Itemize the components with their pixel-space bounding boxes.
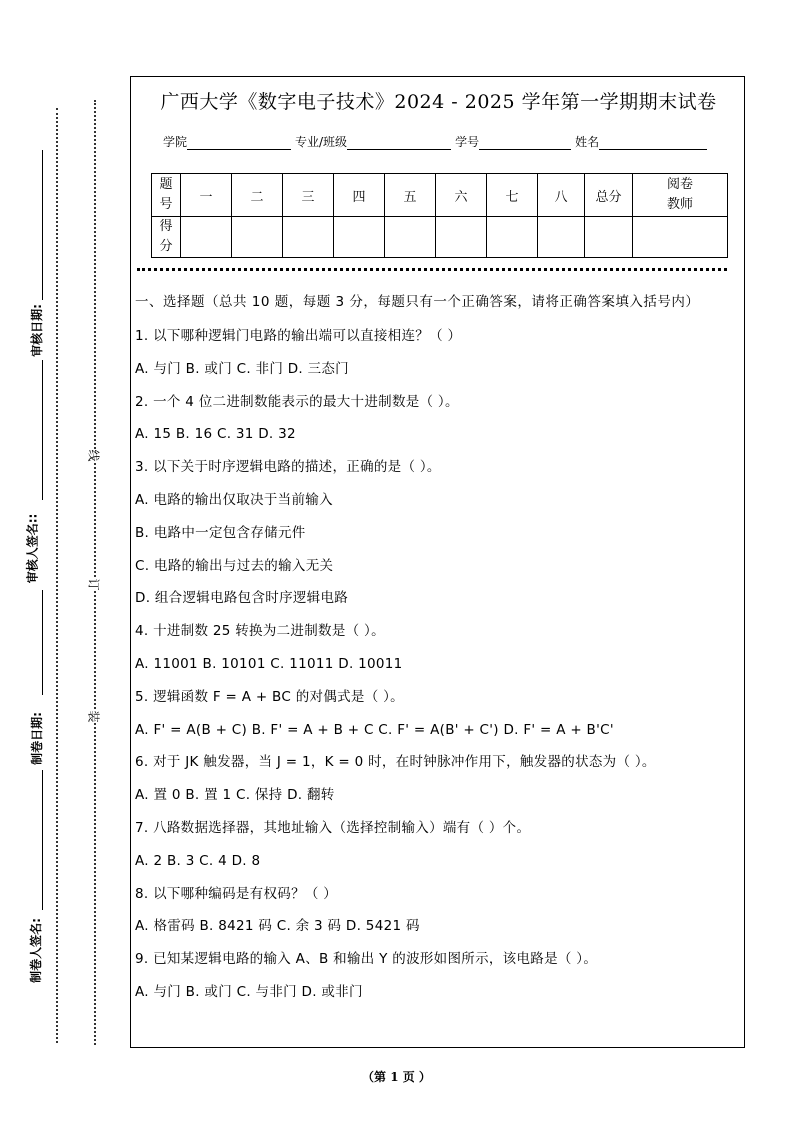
student-info-row: [163, 133, 711, 150]
score-cell-1[interactable]: [181, 217, 232, 258]
col-1: 一: [181, 174, 232, 217]
col-5: 五: [385, 174, 436, 217]
score-cell-5[interactable]: [385, 217, 436, 258]
signature-line-2[interactable]: [42, 360, 43, 500]
question-1: 1. 以下哪种逻辑门电路的输出端可以直接相连？（ ）: [135, 328, 462, 344]
question-3-option-a: A. 电路的输出仅取决于当前输入: [135, 491, 333, 508]
compiler-signature-label: 制卷人签名:: [28, 918, 43, 983]
question-7-options: A. 2 B. 3 C. 4 D. 8: [135, 852, 261, 869]
score-cell-8[interactable]: [538, 217, 585, 258]
question-number-head: 题 号: [152, 174, 181, 217]
student-id-label: 学号: [455, 135, 480, 149]
section-intro: 一、选择题（总共 10 题，每题 3 分，每题只有一个正确答案，请将正确答案填入括号内）: [135, 294, 700, 310]
col-6: 六: [436, 174, 487, 217]
exam-frame: [130, 76, 745, 1048]
reviewer-signature-cell[interactable]: [633, 217, 728, 258]
question-9-options: A. 与门 B. 或门 C. 与非门 D. 或非门: [135, 983, 363, 1000]
score-cell-3[interactable]: [283, 217, 334, 258]
col-total: 总分: [585, 174, 633, 217]
question-3-option-d: D. 组合逻辑电路包含时序逻辑电路: [135, 590, 349, 607]
question-3-option-c: C. 电路的输出与过去的输入无关: [135, 557, 334, 574]
question-9: 9. 已知某逻辑电路的输入 A、B 和输出 Y 的波形如图所示，该电路是（ ）。: [135, 951, 598, 968]
score-table-score-row: [152, 217, 728, 258]
question-4-options: A. 11001 B. 10101 C. 11011 D. 10011: [135, 655, 403, 672]
binding-mark-line: 线: [84, 449, 105, 461]
question-1-options: A. 与门 B. 或门 C. 非门 D. 三态门: [135, 360, 349, 377]
name-field[interactable]: [599, 135, 707, 150]
question-5-options: A. F' = A(B + C) B. F' = A + B + C C. F' = A(B' + C') D. F' = A + B'C': [135, 721, 614, 738]
signature-line-1[interactable]: [42, 150, 43, 300]
student-id-field[interactable]: [479, 135, 571, 150]
question-8: 8. 以下哪种编码是有权码？（ ）: [135, 885, 338, 902]
col-2: 二: [232, 174, 283, 217]
col-3: 三: [283, 174, 334, 217]
college-label: 学院: [163, 135, 188, 149]
score-cell-6[interactable]: [436, 217, 487, 258]
signature-line-3[interactable]: [42, 590, 43, 695]
signature-line-4[interactable]: [42, 770, 43, 910]
col-8: 八: [538, 174, 585, 217]
question-6: 6. 对于 JK 触发器，当 J = 1，K = 0 时，在时钟脉冲作用下，触发器的状态为（ ）。: [135, 754, 656, 771]
score-cell-7[interactable]: [487, 217, 538, 258]
score-table-header-row: [152, 174, 728, 217]
margin-dotted-line-left: [56, 108, 58, 1043]
reviewer-signature-label: 审核人签名::: [25, 513, 40, 584]
question-8-options: A. 格雷码 B. 8421 码 C. 余 3 码 D. 5421 码: [135, 918, 420, 935]
college-field[interactable]: [187, 135, 291, 150]
question-2: 2. 一个 4 位二进制数能表示的最大十进制数是（ ）。: [135, 393, 459, 410]
question-3: 3. 以下关于时序逻辑电路的描述，正确的是（ ）。: [135, 459, 441, 476]
page-number: （第 1 页 ）: [362, 1070, 431, 1084]
review-date-label: 审核日期:: [29, 304, 44, 357]
score-cell-total[interactable]: [585, 217, 633, 258]
question-4: 4. 十进制数 25 转换为二进制数是（ ）。: [135, 623, 385, 640]
major-class-label: 专业/班级: [295, 135, 348, 149]
question-5: 5. 逻辑函数 F = A + BC 的对偶式是（ ）。: [135, 688, 404, 705]
col-7: 七: [487, 174, 538, 217]
binding-mark-staple: 订: [84, 578, 105, 590]
question-7: 7. 八路数据选择器，其地址输入（选择控制输入）端有（ ）个。: [135, 819, 531, 836]
reviewer-head: 阅卷 教师: [633, 174, 728, 217]
name-label: 姓名: [575, 135, 600, 149]
compile-date-label: 制卷日期:: [29, 712, 44, 765]
col-4: 四: [334, 174, 385, 217]
score-head: 得 分: [152, 217, 181, 258]
major-class-field[interactable]: [347, 135, 451, 150]
score-cell-4[interactable]: [334, 217, 385, 258]
score-cell-2[interactable]: [232, 217, 283, 258]
binding-dotted-line: [94, 100, 96, 1045]
section-divider: [137, 268, 727, 271]
question-6-options: A. 置 0 B. 置 1 C. 保持 D. 翻转: [135, 787, 335, 804]
question-2-options: A. 15 B. 16 C. 31 D. 32: [135, 426, 296, 443]
question-3-option-b: B. 电路中一定包含存储元件: [135, 524, 306, 541]
score-table: [151, 173, 728, 258]
question-list: [135, 291, 741, 1009]
binding-mark-bind: 装: [84, 710, 105, 722]
exam-title: 广西大学《数字电子技术》2024 - 2025 学年第一学期期末试卷: [160, 91, 717, 113]
